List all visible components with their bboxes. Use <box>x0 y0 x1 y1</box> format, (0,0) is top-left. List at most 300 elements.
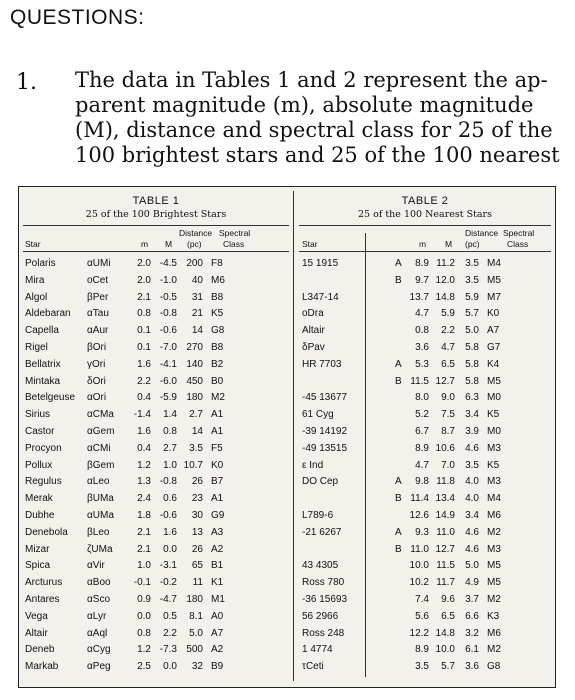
table-2-row <box>299 560 551 572</box>
table-1-cell-star: Bellatrix <box>25 358 61 370</box>
table-2-cell-star: Altair <box>302 325 325 337</box>
table-2-cell-distance: 3.4 <box>465 409 479 421</box>
table-1-row <box>23 577 289 589</box>
table-2-cell-distance: 5.7 <box>465 308 479 320</box>
table-1-cell-M: -3.1 <box>159 560 177 572</box>
table-1-cell-distance: 21 <box>191 308 203 320</box>
table-2-cell-m: 10.2 <box>409 577 429 589</box>
table-2-cell-sym: B <box>395 375 402 387</box>
table-2-row <box>299 510 551 522</box>
table-1-cell-M: -0.6 <box>159 510 177 521</box>
table-2-cell-spectral: M2 <box>487 526 501 538</box>
table-1-cell-distance: 200 <box>186 258 203 269</box>
table-1-cell-distance: 11 <box>192 577 203 589</box>
table-1-cell-m: 0.4 <box>137 442 151 454</box>
table-1-cell-spectral: A2 <box>211 543 224 555</box>
table-2-row <box>299 308 551 320</box>
table-2-cell-m: 5.2 <box>415 409 429 421</box>
table-1-row <box>23 443 289 455</box>
table-2-header-class: Class <box>507 239 529 249</box>
table-2-cell-distance: 4.6 <box>465 442 479 454</box>
table-1-cell-sym: δOri <box>87 375 106 387</box>
table-2-cell-distance: 3.9 <box>465 426 479 437</box>
table-2-cell-M: 14.8 <box>435 291 455 303</box>
table-2-cell-distance: 5.8 <box>465 358 479 370</box>
table-2-cell-star: 61 Cyg <box>302 409 334 421</box>
table-1-cell-spectral: B9 <box>211 661 224 673</box>
table-2-row <box>299 594 551 606</box>
table-1-cell-m: 2.0 <box>137 274 151 286</box>
table-1-cell-spectral: G8 <box>211 325 225 337</box>
table-1-cell-M: 0.6 <box>163 493 177 505</box>
table-2-subtitle: 25 of the 100 Nearest Stars <box>358 209 492 220</box>
table-1-cell-M: -0.8 <box>159 476 177 488</box>
table-1-header-m: m <box>141 239 149 249</box>
table-1-cell-m: 0.0 <box>137 610 151 622</box>
table-2-cell-star: -36 15693 <box>302 594 348 605</box>
table-1-cell-M: -0.5 <box>159 291 177 303</box>
table-2-row <box>299 611 551 623</box>
table-2-cell-M: 9.6 <box>441 594 455 605</box>
table-2-cell-spectral: M5 <box>487 577 501 589</box>
table-2-cell-spectral: M6 <box>487 627 501 639</box>
table-1-top-rule <box>23 225 289 226</box>
table-2-cell-m: 3.6 <box>415 342 429 353</box>
table-2-header-spectral: Spectral <box>503 228 535 238</box>
question-line: The data in Tables 1 and 2 represent the ap- <box>75 68 548 92</box>
table-2-cell-M: 11.8 <box>436 476 455 488</box>
table-1-cell-star: Markab <box>25 661 59 673</box>
table-1-cell-m: 2.4 <box>137 493 151 505</box>
table-1-cell-distance: 450 <box>186 375 203 387</box>
table-2-cell-M: 4.7 <box>441 342 455 353</box>
table-2-cell-star: οDra <box>302 308 324 320</box>
table-1-cell-spectral: A7 <box>211 627 224 639</box>
table-2-cell-M: 11.0 <box>436 526 455 538</box>
table-1-row <box>23 476 289 488</box>
table-2-cell-m: 9.7 <box>415 274 429 286</box>
table-2-cell-m: 4.7 <box>415 308 429 320</box>
table-1-cell-m: 1.3 <box>137 476 151 488</box>
table-1-cell-sym: αCyg <box>87 644 111 656</box>
table-2-row <box>299 258 551 270</box>
table-2-cell-distance: 6.6 <box>465 610 479 622</box>
table-2-cell-sym: A <box>395 358 402 370</box>
table-2-cell-star: Ross 780 <box>302 577 345 589</box>
table-1-header-class: Class <box>223 239 245 249</box>
table-2-cell-M: 12.7 <box>435 543 455 555</box>
table-1-row <box>23 359 289 371</box>
table-1-row <box>23 644 289 656</box>
table-1-cell-spectral: G9 <box>211 510 225 521</box>
table-1-cell-M: -1.0 <box>159 274 177 286</box>
table-2-cell-m: 10.0 <box>409 560 429 572</box>
table-2-cell-M: 7.5 <box>441 409 455 421</box>
table-1-cell-M: -0.2 <box>159 577 177 589</box>
table-2-row <box>299 544 551 556</box>
table-2-cell-spectral: K5 <box>487 459 500 471</box>
table-2-cell-distance: 3.5 <box>465 274 479 286</box>
table-1-cell-distance: 30 <box>191 510 203 521</box>
table-2-row <box>299 342 551 354</box>
table-1-cell-M: 2.2 <box>163 627 177 639</box>
table-2-cell-m: 8.0 <box>415 392 429 404</box>
table-2-cell-star: L347-14 <box>302 291 339 303</box>
table-2-cell-spectral: M2 <box>487 594 501 605</box>
table-1-cell-distance: 180 <box>186 392 203 404</box>
table-1-cell-distance: 270 <box>186 342 203 353</box>
table-2-cell-sym: B <box>395 543 402 555</box>
table-1-cell-distance: 3.5 <box>189 442 203 454</box>
table-1-cell-M: -0.6 <box>159 325 177 337</box>
table-1-cell-sym: αAql <box>87 627 108 639</box>
table-2-row <box>299 476 551 488</box>
table-1-cell-distance: 500 <box>186 644 203 656</box>
table-2-cell-m: 4.7 <box>415 459 429 471</box>
table-1-cell-sym: γOri <box>87 358 106 370</box>
table-1-cell-star: Mira <box>25 274 45 286</box>
table-2-row <box>299 577 551 589</box>
table-2-cell-star: Ross 248 <box>302 627 345 639</box>
table-2-cell-spectral: K5 <box>487 409 500 421</box>
table-1-cell-m: 2.5 <box>137 661 151 673</box>
table-2-cell-star: -21 6267 <box>302 526 342 538</box>
table-1-cell-distance: 65 <box>191 560 203 572</box>
table-1-cell-m: 2.1 <box>137 543 151 555</box>
table-1-cell-spectral: K5 <box>211 308 224 320</box>
table-2-row <box>299 644 551 656</box>
table-2-row <box>299 527 551 539</box>
question-text <box>75 68 560 168</box>
table-1-cell-distance: 14 <box>191 426 203 437</box>
table-2-cell-star: ε Ind <box>302 459 324 471</box>
table-1-cell-star: Dubhe <box>25 510 55 521</box>
table-2-cell-star: L789-6 <box>302 510 334 521</box>
table-2-cell-M: 2.2 <box>441 325 455 337</box>
table-1-cell-M: 0.0 <box>163 543 177 555</box>
table-2-cell-sym: A <box>395 476 402 488</box>
table-1-cell-star: Mizar <box>25 543 50 555</box>
table-2-header-pc: (pc) <box>465 239 480 249</box>
table-1-row <box>23 258 289 270</box>
table-1-cell-sym: αSco <box>87 594 111 605</box>
table-2-cell-star: DO Cep <box>302 476 339 488</box>
table-2-cell-m: 8.9 <box>415 442 429 454</box>
table-2-cell-star: δPav <box>302 342 325 353</box>
table-1-row <box>23 392 289 404</box>
table-2-cell-spectral: M4 <box>487 258 501 269</box>
table-2-cell-star: τCeti <box>302 661 324 673</box>
table-2-cell-distance: 4.0 <box>465 493 479 505</box>
table-1-row <box>23 275 289 287</box>
table-2-cell-M: 12.7 <box>435 375 455 387</box>
table-2-cell-spectral: M3 <box>487 476 501 488</box>
table-1-header-spectral: Spectral <box>219 228 251 238</box>
table-1-cell-distance: 14 <box>191 325 203 337</box>
questions-heading: QUESTIONS: <box>10 6 145 29</box>
table-1-cell-spectral: A1 <box>211 409 224 421</box>
table-2-cell-spectral: G7 <box>487 342 501 353</box>
table-2-cell-spectral: K0 <box>487 308 500 320</box>
table-2-cell-M: 13.4 <box>435 493 455 505</box>
table-1-row <box>23 594 289 606</box>
table-1-header-distance: Distance <box>179 228 213 238</box>
table-1-cell-star: Mintaka <box>25 375 61 387</box>
table-2-cell-distance: 3.7 <box>465 594 479 605</box>
table-2-row <box>299 460 551 472</box>
table-1-cell-distance: 13 <box>191 526 203 538</box>
table-1-cell-sym: αUMa <box>87 510 114 521</box>
table-2-cell-m: 6.7 <box>415 426 429 437</box>
table-1-cell-m: 0.1 <box>137 325 151 337</box>
table-1-row <box>23 426 289 438</box>
table-2-cell-distance: 3.2 <box>465 627 479 639</box>
table-2-cell-star: 43 4305 <box>302 560 339 572</box>
table-2-cell-M: 10.6 <box>435 442 455 454</box>
table-2-cell-spectral: M7 <box>487 291 501 303</box>
table-1-cell-sym: αUMi <box>87 258 111 269</box>
table-1-cell-star: Betelgeuse <box>25 392 76 404</box>
table-1-cell-sym: αBoo <box>87 577 111 589</box>
table-2-cell-spectral: M3 <box>487 543 501 555</box>
table-2-cell-m: 11.0 <box>410 543 429 555</box>
table-1-cell-star: Spica <box>25 560 51 572</box>
table-1-cell-sym: οCet <box>87 274 109 286</box>
table-1-cell-m: 0.1 <box>137 342 151 353</box>
table-2-cell-m: 9.3 <box>415 526 429 538</box>
table-1-cell-m: 0.4 <box>137 392 151 404</box>
table-2-row <box>299 443 551 455</box>
table-2-row <box>299 359 551 371</box>
table-1-cell-distance: 26 <box>191 476 203 488</box>
table-1-cell-sym: αTau <box>87 308 109 320</box>
table-1-cell-spectral: B0 <box>211 375 224 387</box>
table-1-row <box>23 560 289 572</box>
table-1-cell-m: 1.0 <box>137 560 151 572</box>
table-1-cell-m: 1.8 <box>137 510 151 521</box>
table-2-row <box>299 628 551 640</box>
table-2-row <box>299 376 551 388</box>
table-1-cell-spectral: B1 <box>211 560 224 572</box>
table-1-cell-star: Algol <box>25 291 48 303</box>
table-1-row <box>23 527 289 539</box>
table-2-cell-distance: 4.6 <box>465 526 479 538</box>
table-2-cell-star: HR 7703 <box>302 358 342 370</box>
table-2-cell-sym: B <box>395 493 402 505</box>
table-2-cell-star: -39 14192 <box>302 426 348 437</box>
table-2-row <box>299 493 551 505</box>
table-1-row <box>23 292 289 304</box>
table-2-cell-spectral: M2 <box>487 644 501 656</box>
table-1-cell-sym: αCMa <box>87 409 114 421</box>
table-2-cell-sym: A <box>395 526 402 538</box>
table-2-cell-spectral: M3 <box>487 442 501 454</box>
table-2-cell-m: 11.5 <box>410 375 429 387</box>
table-2-cell-spectral: M0 <box>487 392 501 404</box>
table-1-cell-m: 1.6 <box>137 426 151 437</box>
table-2-header-m: m <box>419 239 427 249</box>
table-1-cell-star: Regulus <box>25 476 62 488</box>
table-1-cell-M: 1.0 <box>163 459 177 471</box>
table-2-cell-sym: A <box>395 258 402 269</box>
table-2-cell-m: 8.9 <box>415 258 429 269</box>
table-2-cell-m: 13.7 <box>409 291 429 303</box>
table-2-cell-m: 7.4 <box>415 594 429 605</box>
table-1-cell-M: -6.0 <box>159 375 177 387</box>
table-1-cell-distance: 2.7 <box>189 409 203 421</box>
table-2-cell-spectral: K3 <box>487 610 500 622</box>
table-2-row <box>299 426 551 438</box>
table-2-title: TABLE 2 <box>401 195 449 207</box>
table-1-cell-star: Antares <box>25 594 60 605</box>
table-2-cell-distance: 3.6 <box>465 661 479 673</box>
question-line: 100 brightest stars and 25 of the 100 nearest <box>75 143 560 167</box>
table-2-cell-m: 5.3 <box>415 358 429 370</box>
table-1-cell-sym: αVir <box>87 560 105 572</box>
table-1-cell-distance: 23 <box>191 493 203 505</box>
table-1-cell-M: -7.3 <box>159 644 177 656</box>
table-1-cell-M: 1.6 <box>163 526 177 538</box>
table-2-header-rule <box>299 251 551 252</box>
table-2-header-M: M <box>445 239 453 249</box>
table-1-cell-M: -4.7 <box>159 594 177 605</box>
table-2-cell-spectral: M5 <box>487 274 501 286</box>
table-2-cell-spectral: M6 <box>487 510 501 521</box>
table-1-cell-star: Procyon <box>25 442 62 454</box>
table-1-cell-spectral: B8 <box>211 342 224 353</box>
table-1-cell-star: Capella <box>25 325 59 337</box>
table-1-cell-spectral: M6 <box>211 274 225 286</box>
table-2-cell-spectral: M0 <box>487 426 501 437</box>
table-1-cell-sym: αLyr <box>87 610 107 622</box>
table-1-cell-sym: αAur <box>87 325 109 337</box>
table-1-cell-distance: 40 <box>191 274 203 286</box>
table-divider <box>293 191 294 681</box>
table-2-cell-distance: 4.9 <box>465 577 479 589</box>
table-1-cell-sym: βUMa <box>87 493 114 505</box>
table-1-cell-m: 0.8 <box>137 308 151 320</box>
table-2-header-star: Star <box>302 239 318 249</box>
table-2-cell-distance: 4.6 <box>465 543 479 555</box>
question-number: 1. <box>16 70 37 95</box>
table-1-cell-sym: ζUMa <box>87 543 113 555</box>
table-1-cell-m: 0.9 <box>137 594 151 605</box>
table-2-cell-M: 14.9 <box>435 510 455 521</box>
table-1-cell-m: 0.8 <box>137 627 151 639</box>
table-1-cell-M: -4.1 <box>159 358 177 370</box>
table-1-cell-m: 2.0 <box>137 258 151 269</box>
table-1-title: TABLE 1 <box>132 195 180 207</box>
table-1-cell-sym: βPer <box>87 291 109 303</box>
table-1-row <box>23 544 289 556</box>
table-2-row <box>299 292 551 304</box>
table-2-cell-M: 6.5 <box>441 610 455 622</box>
table-2-cell-m: 0.8 <box>415 325 429 337</box>
table-2-cell-m: 12.6 <box>409 510 429 521</box>
table-1-cell-star: Merak <box>25 493 53 505</box>
table-1-header-rule <box>23 251 289 252</box>
table-2-row <box>299 661 551 673</box>
table-2-row <box>299 325 551 337</box>
table-2-cell-star: -45 13677 <box>302 392 348 404</box>
table-1-cell-spectral: B7 <box>211 476 224 488</box>
table-1-cell-distance: 26 <box>191 543 203 555</box>
table-1-cell-star: Sirius <box>25 409 51 421</box>
table-2-cell-M: 11.5 <box>436 560 455 572</box>
table-1-cell-sym: αCMi <box>87 442 111 454</box>
table-1-cell-M: 0.5 <box>163 610 177 622</box>
table-1-cell-M: -7.0 <box>159 342 177 353</box>
table-1-cell-spectral: M2 <box>211 392 225 404</box>
table-2-row <box>299 392 551 404</box>
table-2-cell-m: 9.8 <box>415 476 429 488</box>
table-1-cell-M: 0.0 <box>163 661 177 673</box>
table-2-cell-M: 9.0 <box>441 392 455 404</box>
table-1-cell-m: 2.1 <box>137 291 151 303</box>
table-2-top-rule <box>299 225 551 226</box>
table-2-cell-spectral: M4 <box>487 493 501 505</box>
table-2-cell-distance: 4.0 <box>465 476 479 488</box>
table-1-cell-sym: αOri <box>87 392 107 404</box>
table-2-row <box>299 409 551 421</box>
table-2-cell-M: 6.5 <box>441 358 455 370</box>
table-2-cell-m: 5.6 <box>415 610 429 622</box>
table-1-cell-distance: 140 <box>186 358 203 370</box>
table-2-cell-M: 7.0 <box>441 459 455 471</box>
table-1-cell-star: Deneb <box>25 644 55 656</box>
star-tables-figure <box>18 186 556 688</box>
table-2-cell-distance: 5.0 <box>465 560 479 572</box>
table-2-cell-m: 11.4 <box>410 493 429 505</box>
table-1-cell-star: Rigel <box>25 342 48 353</box>
table-1-cell-M: -4.5 <box>159 258 177 269</box>
table-1-cell-M: 1.4 <box>163 409 177 421</box>
table-1-cell-sym: αPeg <box>87 661 111 673</box>
table-1-cell-star: Altair <box>25 627 48 639</box>
table-1-cell-spectral: B8 <box>211 291 224 303</box>
table-1-cell-M: -5.9 <box>159 392 177 404</box>
table-2-cell-distance: 3.4 <box>465 510 479 521</box>
table-1-cell-spectral: F8 <box>211 258 223 269</box>
table-2-cell-distance: 6.1 <box>465 644 479 656</box>
table-1-cell-sym: βOri <box>87 342 107 353</box>
table-1-cell-star: Vega <box>25 610 48 622</box>
table-2-cell-spectral: M5 <box>487 375 501 387</box>
table-1-cell-distance: 31 <box>191 291 203 303</box>
table-1-cell-spectral: A1 <box>211 493 224 505</box>
table-1-cell-m: -0.1 <box>133 577 151 589</box>
table-1-cell-distance: 180 <box>186 594 203 605</box>
table-2-cell-m: 12.2 <box>409 627 429 639</box>
table-2-cell-star: 15 1915 <box>302 258 339 269</box>
table-2-cell-M: 12.0 <box>435 274 455 286</box>
table-2-cell-M: 5.9 <box>441 308 455 320</box>
table-1-cell-M: -0.8 <box>159 308 177 320</box>
table-2-cell-distance: 5.8 <box>465 375 479 387</box>
table-2-cell-star: -49 13515 <box>302 442 348 454</box>
table-1-cell-spectral: A0 <box>211 610 224 622</box>
table-1-header-M: M <box>165 239 173 249</box>
table-2-row <box>299 275 551 287</box>
question-line: parent magnitude (m), absolute magnitude <box>75 93 534 117</box>
table-2-cell-m: 8.9 <box>415 644 429 656</box>
table-1-cell-M: 0.8 <box>163 426 177 437</box>
table-2-cell-distance: 6.3 <box>465 392 479 404</box>
table-1-cell-spectral: K0 <box>211 459 224 471</box>
table-2-cell-M: 5.7 <box>441 661 455 673</box>
table-2-cell-distance: 5.9 <box>465 291 479 303</box>
table-1-cell-spectral: B2 <box>211 358 224 370</box>
